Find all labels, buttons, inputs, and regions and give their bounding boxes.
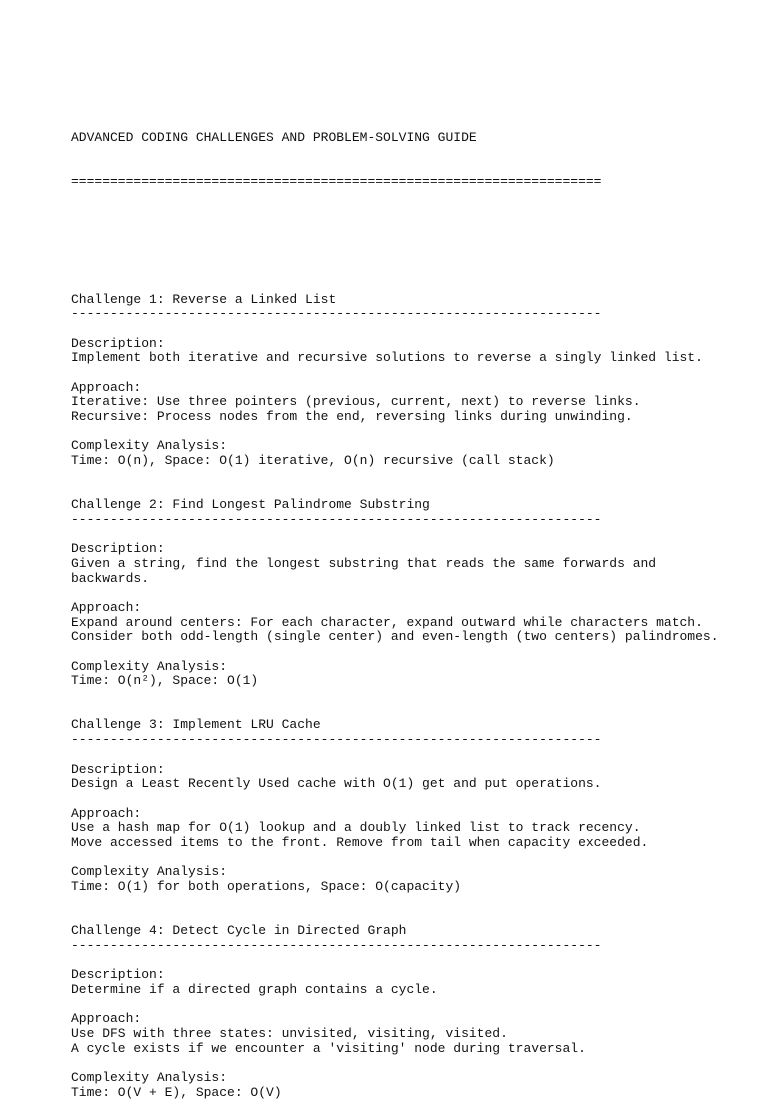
challenge-heading: Challenge 2: Find Longest Palindrome Substring (71, 497, 430, 513)
description-text-line: backwards. (71, 570, 150, 586)
approach-text-line: Consider both odd-length (single center) and even-length (two centers) palindromes. (71, 629, 719, 645)
approach-section (71, 601, 751, 645)
document-title: ADVANCED CODING CHALLENGES AND PROBLEM-SOLVING GUIDE (71, 129, 477, 145)
challenge-rule: -------------------------------------------------------------------- (71, 511, 602, 527)
complexity-label: Complexity Analysis: (71, 438, 228, 454)
approach-section (71, 1012, 751, 1056)
challenge-heading: Challenge 3: Implement LRU Cache (71, 717, 321, 733)
description-text-line: Implement both iterative and recursive solutions to reverse a singly linked list. (71, 350, 703, 366)
complexity-text-line: Time: O(n), Space: O(1) iterative, O(n) recursive (call stack) (71, 453, 555, 469)
description-text-line: Design a Least Recently Used cache with O(1) get and put operations. (71, 776, 602, 792)
description-section (71, 968, 751, 997)
challenge-4 (71, 924, 751, 1100)
challenge-header (71, 498, 751, 527)
approach-text-line: Use DFS with three states: unvisited, visiting, visited. (71, 1025, 508, 1041)
approach-text-line: Iterative: Use three pointers (previous, current, next) to reverse links. (71, 394, 641, 410)
document-header (71, 101, 751, 219)
description-section (71, 337, 751, 366)
complexity-label: Complexity Analysis: (71, 658, 228, 674)
description-label: Description: (71, 967, 165, 983)
approach-text-line: Recursive: Process nodes from the end, reversing links during unwinding. (71, 409, 633, 424)
approach-text-line: Use a hash map for O(1) lookup and a doubly linked list to track recency. (71, 820, 641, 836)
approach-text-line: Move accessed items to the front. Remove from tail when capacity exceeded. (71, 834, 649, 850)
challenge-header (71, 718, 751, 747)
complexity-section (71, 660, 751, 689)
approach-label: Approach: (71, 805, 142, 821)
description-section (71, 542, 751, 586)
challenge-rule: -------------------------------------------------------------------- (71, 937, 602, 953)
complexity-label: Complexity Analysis: (71, 864, 228, 880)
description-label: Description: (71, 761, 165, 777)
document-page (71, 72, 751, 1115)
complexity-text-line: Time: O(1) for both operations, Space: O(capacity) (71, 879, 462, 895)
title-rule: ==================================================================== (71, 173, 602, 189)
challenge-2 (71, 498, 751, 689)
approach-label: Approach: (71, 599, 142, 615)
complexity-section (71, 439, 751, 468)
challenge-1 (71, 293, 751, 469)
approach-section (71, 381, 751, 425)
challenge-heading: Challenge 1: Reverse a Linked List (71, 291, 337, 307)
approach-text-line: Expand around centers: For each character, expand outward while characters match. (71, 614, 703, 630)
challenge-heading: Challenge 4: Detect Cycle in Directed Graph (71, 923, 407, 939)
challenge-3 (71, 718, 751, 894)
approach-section (71, 807, 751, 851)
challenge-header (71, 293, 751, 322)
complexity-section (71, 865, 751, 894)
complexity-section (71, 1071, 751, 1100)
challenge-rule: -------------------------------------------------------------------- (71, 306, 602, 322)
challenge-rule: -------------------------------------------------------------------- (71, 732, 602, 748)
description-text-line: Given a string, find the longest substring that reads the same forwards and (71, 555, 657, 571)
description-section (71, 763, 751, 792)
challenge-list (71, 293, 751, 1101)
approach-text-line: A cycle exists if we encounter a 'visiting' node during traversal. (71, 1040, 586, 1056)
description-label: Description: (71, 541, 165, 557)
description-label: Description: (71, 335, 165, 351)
approach-label: Approach: (71, 379, 142, 395)
complexity-text-line: Time: O(V + E), Space: O(V) (71, 1084, 282, 1100)
approach-label: Approach: (71, 1011, 142, 1027)
complexity-text-line: Time: O(n²), Space: O(1) (71, 673, 259, 689)
challenge-header (71, 924, 751, 953)
description-text-line: Determine if a directed graph contains a cycle. (71, 981, 438, 997)
complexity-label: Complexity Analysis: (71, 1069, 228, 1085)
